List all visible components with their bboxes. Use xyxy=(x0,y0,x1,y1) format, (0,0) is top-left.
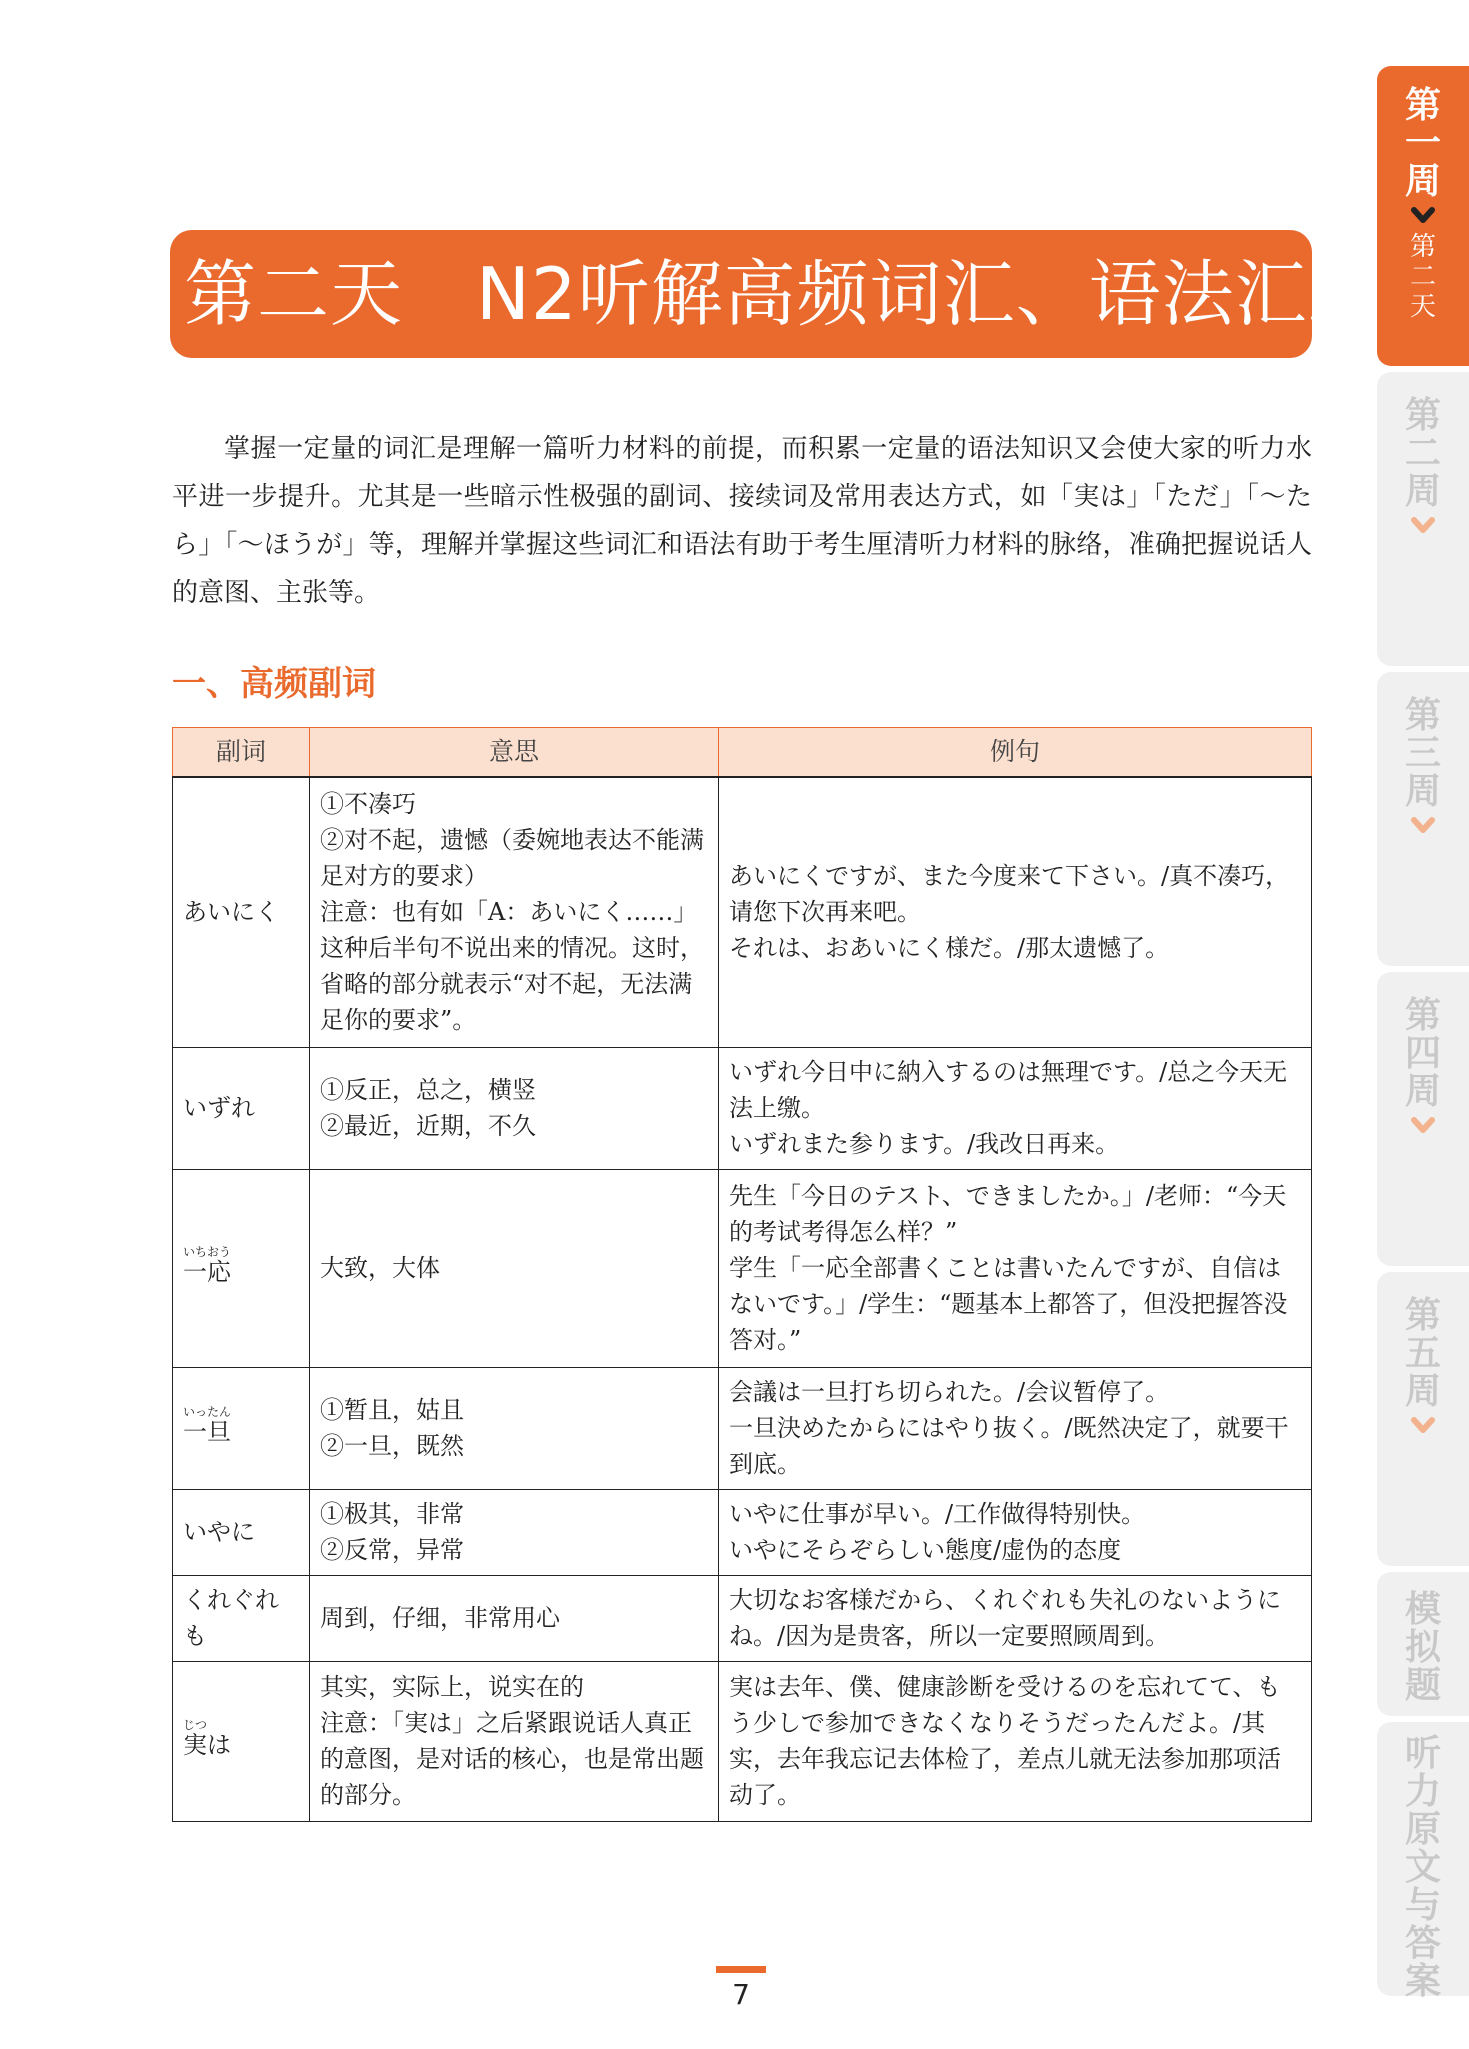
example-cell xyxy=(719,1661,1312,1821)
example-sentence: いずれまた参ります。/我改日再来。 xyxy=(729,1130,1120,1158)
adverb-term: 実は xyxy=(183,1731,231,1759)
example-cell xyxy=(719,1047,1312,1169)
furigana: いったん xyxy=(183,1405,232,1419)
chevron-down-icon xyxy=(1410,512,1436,538)
example-sentence: 会議は一旦打ち切られた。/会议暂停了。 xyxy=(729,1378,1170,1406)
meaning-cell xyxy=(310,1575,719,1661)
meaning-cell xyxy=(310,1489,719,1575)
example-cell xyxy=(719,1489,1312,1575)
example-sentence: 大切なお客様だから、くれぐれも失礼のないようにね。/因为是贵客，所以一定要照顾周到。 xyxy=(729,1586,1281,1650)
meaning-cell xyxy=(310,777,719,1047)
header-adverb: 副词 xyxy=(173,728,310,778)
adverb-term: 一旦 xyxy=(183,1418,231,1446)
tab-label: 第一周 xyxy=(1404,84,1441,202)
page-number-mark xyxy=(716,1966,766,1973)
table-row xyxy=(173,1661,1312,1821)
meaning-line: ②一旦，既然 xyxy=(320,1432,464,1460)
tab-sublabel: 第二天 xyxy=(1409,232,1436,322)
adverb-cell xyxy=(173,1047,310,1169)
adverb-term: いやに xyxy=(183,1518,255,1546)
intro-paragraph: 掌握一定量的词汇是理解一篇听力材料的前提，而积累一定量的语法知识又会使大家的听力水平进一步提升。尤其是一些暗示性极强的副词、接续词及常用表达方式，如「実は」「ただ」「～たら」「～ほうが」等，理解并掌握这些词汇和语法有助于考生厘清听力材料的脉络，准确把握说话人的意图、主张等。 xyxy=(172,434,1312,608)
chevron-down-icon xyxy=(1410,1412,1436,1438)
adverb-cell xyxy=(173,1661,310,1821)
sidebar-tab-mock-test[interactable] xyxy=(1377,1572,1469,1716)
furigana: じつ xyxy=(183,1718,208,1732)
adverb-cell xyxy=(173,1489,310,1575)
page-number: 7 xyxy=(732,1978,750,2011)
table-row xyxy=(173,1489,1312,1575)
table-header-row xyxy=(173,728,1312,778)
adverb-table xyxy=(172,727,1312,1822)
meaning-line: 注意：「実は」之后紧跟说话人真正的意图，是对话的核心，也是常出题的部分。 xyxy=(320,1709,704,1809)
meaning-line: ①不凑巧 xyxy=(320,790,416,819)
chapter-banner xyxy=(170,230,1381,358)
table-row xyxy=(173,777,1312,1047)
meaning-cell xyxy=(310,1047,719,1169)
example-sentence: 実は去年、僕、健康診断を受けるのを忘れてて、もう少しで参加できなくなりそうだったんだよ。/其实，去年我忘记去体检了，差点儿就无法参加那项活动了。 xyxy=(729,1673,1281,1809)
sidebar-tab-week5[interactable] xyxy=(1377,1272,1469,1566)
tab-label: 模拟题 xyxy=(1404,1588,1441,1706)
sidebar-tab-week1[interactable] xyxy=(1377,66,1469,366)
meaning-line: ②最近，近期，不久 xyxy=(320,1112,536,1140)
meaning-line: ②反常，异常 xyxy=(320,1536,464,1564)
chapter-title: 第二天 N2听解高频词汇、语法汇总 xyxy=(184,252,1381,336)
sidebar-tab-week2[interactable] xyxy=(1377,372,1469,666)
example-cell xyxy=(719,1169,1312,1367)
table-row xyxy=(173,1169,1312,1367)
example-cell xyxy=(719,777,1312,1047)
meaning-line: ②对不起，遗憾（委婉地表达不能满足对方的要求） xyxy=(320,826,704,891)
sidebar-tab-transcripts-answers[interactable] xyxy=(1377,1722,1469,2002)
example-sentence: それは、おあいにく様だ。/那太遗憾了。 xyxy=(729,934,1170,963)
meaning-line: 周到，仔细，非常用心 xyxy=(320,1604,560,1632)
meaning-line: 注意：也有如「A：あいにく……」这种后半句不说出来的情况。这时，省略的部分就表示“对不起，无法满足你的要求”。 xyxy=(320,898,704,1035)
tab-label: 第三周 xyxy=(1404,694,1441,812)
meaning-line: ①暂且，姑且 xyxy=(320,1396,464,1424)
furigana: いちおう xyxy=(183,1245,232,1259)
adverb-cell xyxy=(173,1367,310,1489)
table-row xyxy=(173,1367,1312,1489)
adverb-term: あいにく xyxy=(183,898,279,927)
chevron-down-icon xyxy=(1410,812,1436,838)
meaning-line: ①极其，非常 xyxy=(320,1500,464,1528)
tab-label: 第四周 xyxy=(1404,994,1441,1112)
section-title: 一、高频副词 xyxy=(172,664,376,704)
meaning-cell xyxy=(310,1661,719,1821)
chevron-down-icon xyxy=(1410,202,1436,228)
tab-label: 第五周 xyxy=(1404,1294,1441,1412)
adverb-term: いずれ xyxy=(183,1094,255,1122)
adverb-cell xyxy=(173,1169,310,1367)
example-cell xyxy=(719,1575,1312,1661)
header-meaning: 意思 xyxy=(310,728,719,778)
example-sentence: いやにそらぞらしい態度/虚伪的态度 xyxy=(729,1536,1122,1564)
meaning-line: 其实，实际上，说实在的 xyxy=(320,1673,584,1701)
header-example: 例句 xyxy=(719,728,1312,778)
example-sentence: 一旦決めたからにはやり抜く。/既然决定了，就要干到底。 xyxy=(729,1414,1289,1478)
meaning-line: 大致，大体 xyxy=(320,1254,440,1282)
chevron-down-icon xyxy=(1410,1112,1436,1138)
example-sentence: いずれ今日中に納入するのは無理です。/总之今天无法上缴。 xyxy=(729,1058,1288,1122)
tab-label: 第二周 xyxy=(1404,394,1441,512)
meaning-line: ①反正，总之，横竖 xyxy=(320,1076,536,1104)
sidebar-tab-week3[interactable] xyxy=(1377,672,1469,966)
adverb-term: 一応 xyxy=(183,1258,231,1286)
example-cell xyxy=(719,1367,1312,1489)
example-sentence: 先生「今日のテスト、できましたか。」/老师：“今天的考试考得怎么样？” xyxy=(729,1182,1287,1246)
table-row xyxy=(173,1047,1312,1169)
meaning-cell xyxy=(310,1169,719,1367)
adverb-cell xyxy=(173,777,310,1047)
example-sentence: あいにくですが、また今度来て下さい。/真不凑巧，请您下次再来吧。 xyxy=(729,862,1290,927)
adverb-term: くれぐれも xyxy=(183,1586,279,1650)
example-sentence: 学生「一応全部書くことは書いたんですが、自信はないです。」/学生：“题基本上都答了，但没把握答没答对。” xyxy=(729,1254,1288,1354)
example-sentence: いやに仕事が早い。/工作做得特别快。 xyxy=(729,1500,1146,1528)
sidebar-tab-week4[interactable] xyxy=(1377,972,1469,1266)
table-row xyxy=(173,1575,1312,1661)
meaning-cell xyxy=(310,1367,719,1489)
tab-label: 听力原文与答案 xyxy=(1404,1732,1441,2002)
adverb-cell xyxy=(173,1575,310,1661)
